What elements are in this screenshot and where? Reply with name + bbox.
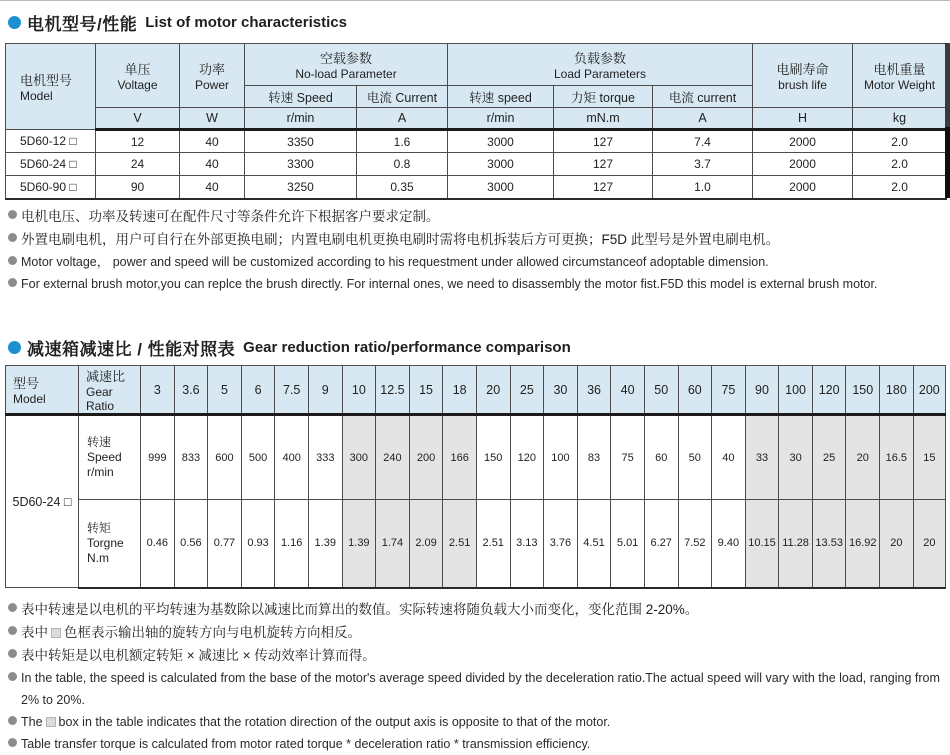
section2-notes <box>8 598 950 755</box>
note-line: 表中转矩是以电机额定转矩 × 减速比 × 传动效率计算而得。 <box>8 644 950 667</box>
brush-life-column-header: 电刷寿命 brush life <box>753 44 853 108</box>
noload-speed-cell: 3250 <box>245 176 357 199</box>
gear-ratio-header: 40 <box>611 366 645 415</box>
gear-ratio-header: 18 <box>443 366 477 415</box>
speed-cell-reversed: 166 <box>443 415 477 500</box>
note-bullet-icon <box>8 626 17 635</box>
gear-ratio-header: 20 <box>476 366 510 415</box>
noload-current-cell: 0.35 <box>357 176 448 199</box>
gear-ratio-header: 15 <box>409 366 443 415</box>
torque-cell: 7.52 <box>678 500 712 588</box>
note-line: 表中转速是以电机的平均转速为基数除以减速比而算出的数值。实际转速将随负载大小而变化，变化范围 2-20%。 <box>8 598 950 621</box>
speed-cell-reversed: 300 <box>342 415 376 500</box>
gear-ratio-column-header: 减速比 Gear Ratio <box>79 366 141 415</box>
load-current-cell: 7.4 <box>653 130 753 153</box>
gear-ratio-header: 100 <box>779 366 813 415</box>
unit-cell: A <box>653 108 753 130</box>
speed-cell: 833 <box>174 415 208 500</box>
speed-cell: 83 <box>577 415 611 500</box>
torque-row <box>6 500 946 588</box>
speed-cell-reversed: 240 <box>376 415 410 500</box>
torque-cell-reversed: 16.92 <box>846 500 880 588</box>
noload-speed-cell: 3350 <box>245 130 357 153</box>
note-line: 外置电刷电机，用户可自行在外部更换电刷；内置电刷电机更换电刷时需将电机拆装后方可更换；F5D 此型号是外置电刷电机。 <box>8 228 877 251</box>
gear-ratio-header: 6 <box>241 366 275 415</box>
load-current-cell: 3.7 <box>653 153 753 176</box>
speed-cell: 75 <box>611 415 645 500</box>
gear-ratio-header: 25 <box>510 366 544 415</box>
model-cell: 5D60-24 □ <box>6 153 96 176</box>
load-speed-cell: 3000 <box>448 153 554 176</box>
note-bullet-icon <box>8 649 17 658</box>
speed-cell: 100 <box>544 415 578 500</box>
note-line: In the table, the speed is calculated from the base of the motor's average speed divided by the deceleration ratio.The actual speed will vary with the load, ranging from 2% to 20%. <box>8 667 950 711</box>
section2-title-zh: 减速箱减速比 / 性能对照表 <box>27 340 236 359</box>
speed-cell: 50 <box>678 415 712 500</box>
page-edge-artifact <box>945 43 950 198</box>
speed-cell-reversed: 15 <box>913 415 945 500</box>
gear-ratio-header: 3.6 <box>174 366 208 415</box>
gear-ratio-header: 75 <box>712 366 746 415</box>
gear-ratio-header: 120 <box>812 366 846 415</box>
note-bullet-icon <box>8 210 17 219</box>
speed-cell-reversed: 25 <box>812 415 846 500</box>
note-bullet-icon <box>8 716 17 725</box>
note-bullet-icon <box>8 738 17 747</box>
load-current-header: 电流 current <box>653 86 753 108</box>
gear-ratio-header: 30 <box>544 366 578 415</box>
motor-characteristics-table <box>5 43 947 200</box>
torque-cell: 4.51 <box>577 500 611 588</box>
unit-cell: H <box>753 108 853 130</box>
speed-cell: 400 <box>275 415 309 500</box>
torque-row-label: 转矩 Torgne N.m <box>79 500 141 588</box>
torque-cell-reversed: 1.74 <box>376 500 410 588</box>
torque-cell: 6.27 <box>644 500 678 588</box>
torque-cell: 5.01 <box>611 500 645 588</box>
table-row <box>6 130 947 153</box>
power-cell: 40 <box>180 130 245 153</box>
speed-cell: 150 <box>476 415 510 500</box>
gear-ratio-header: 150 <box>846 366 880 415</box>
unit-cell: kg <box>853 108 947 130</box>
noload-speed-cell: 3300 <box>245 153 357 176</box>
gear-ratio-header: 200 <box>913 366 945 415</box>
torque-cell: 0.46 <box>141 500 175 588</box>
power-cell: 40 <box>180 153 245 176</box>
gray-box-swatch-icon <box>51 628 61 638</box>
note-line: 电机电压、功率及转速可在配件尺寸等条件允许下根据客户要求定制。 <box>8 205 877 228</box>
model-cell: 5D60-24 □ <box>6 415 79 588</box>
voltage-cell: 24 <box>96 153 180 176</box>
model-cell: 5D60-90 □ <box>6 176 96 199</box>
motor-weight-cell: 2.0 <box>853 176 947 199</box>
section2-title <box>8 335 571 360</box>
section1-title-en: List of motor characteristics <box>145 14 347 31</box>
voltage-cell: 90 <box>96 176 180 199</box>
gear-ratio-header: 7.5 <box>275 366 309 415</box>
gear-ratio-header: 60 <box>678 366 712 415</box>
section1-notes <box>8 205 877 295</box>
note-line: Table transfer torque is calculated from motor rated torque * deceleration ratio * transmission efficiency. <box>8 733 950 755</box>
gear-ratio-header: 10 <box>342 366 376 415</box>
speed-cell-reversed: 20 <box>846 415 880 500</box>
speed-cell-reversed: 33 <box>745 415 779 500</box>
unit-cell: V <box>96 108 180 130</box>
torque-cell-reversed: 20 <box>913 500 945 588</box>
speed-cell-reversed: 200 <box>409 415 443 500</box>
torque-cell-reversed: 10.15 <box>745 500 779 588</box>
power-column-header: 功率 Power <box>180 44 245 108</box>
speed-cell: 333 <box>308 415 342 500</box>
speed-cell: 600 <box>208 415 242 500</box>
bullet-icon <box>8 341 21 354</box>
torque-cell: 0.93 <box>241 500 275 588</box>
speed-cell: 999 <box>141 415 175 500</box>
load-torque-cell: 127 <box>554 130 653 153</box>
note-bullet-icon <box>8 256 17 265</box>
section1-title-zh: 电机型号/性能 <box>27 15 138 34</box>
speed-cell: 120 <box>510 415 544 500</box>
load-group-header: 负载参数 Load Parameters <box>448 44 753 86</box>
gear-ratio-header: 90 <box>745 366 779 415</box>
section1-title <box>8 10 347 35</box>
noload-group-header: 空载参数 No-load Parameter <box>245 44 448 86</box>
model-column-header: 电机型号 Model <box>6 44 96 130</box>
torque-cell: 1.39 <box>308 500 342 588</box>
torque-cell-reversed: 11.28 <box>779 500 813 588</box>
gear-ratio-table <box>5 365 946 589</box>
torque-cell: 3.76 <box>544 500 578 588</box>
model-cell: 5D60-12 □ <box>6 130 96 153</box>
note-bullet-icon <box>8 233 17 242</box>
speed-cell: 40 <box>712 415 746 500</box>
model-column-header: 型号 Model <box>6 366 79 415</box>
speed-cell: 500 <box>241 415 275 500</box>
load-torque-cell: 127 <box>554 176 653 199</box>
brush-life-cell: 2000 <box>753 153 853 176</box>
voltage-cell: 12 <box>96 130 180 153</box>
gear-ratio-header: 50 <box>644 366 678 415</box>
torque-cell-reversed: 2.09 <box>409 500 443 588</box>
speed-cell-reversed: 16.5 <box>880 415 914 500</box>
motor-weight-cell: 2.0 <box>853 153 947 176</box>
load-torque-header: 力矩 torque <box>554 86 653 108</box>
noload-speed-header: 转速 Speed <box>245 86 357 108</box>
motor-weight-column-header: 电机重量 Motor Weight <box>853 44 947 108</box>
note-bullet-icon <box>8 672 17 681</box>
load-speed-cell: 3000 <box>448 130 554 153</box>
motor-weight-cell: 2.0 <box>853 130 947 153</box>
gear-ratio-header: 12.5 <box>376 366 410 415</box>
table-row <box>6 153 947 176</box>
torque-cell: 9.40 <box>712 500 746 588</box>
gray-box-swatch-icon <box>46 717 56 727</box>
note-line: For external brush motor,you can replce the brush directly. For internal ones, we need to disassembly the motor fist.F5D this model is external brush motor. <box>8 273 877 295</box>
voltage-column-header: 单压 Voltage <box>96 44 180 108</box>
gear-ratio-header: 9 <box>308 366 342 415</box>
unit-cell: r/min <box>245 108 357 130</box>
note-line: 表中 色框表示输出轴的旋转方向与电机旋转方向相反。 <box>8 621 950 644</box>
noload-current-cell: 1.6 <box>357 130 448 153</box>
speed-cell: 60 <box>644 415 678 500</box>
torque-cell-reversed: 13.53 <box>812 500 846 588</box>
speed-cell-reversed: 30 <box>779 415 813 500</box>
torque-cell: 2.51 <box>476 500 510 588</box>
speed-row-label: 转速 Speed r/min <box>79 415 141 500</box>
torque-cell-reversed: 2.51 <box>443 500 477 588</box>
noload-current-header: 电流 Current <box>357 86 448 108</box>
gear-ratio-header: 36 <box>577 366 611 415</box>
brush-life-cell: 2000 <box>753 130 853 153</box>
torque-cell-reversed: 1.39 <box>342 500 376 588</box>
brush-life-cell: 2000 <box>753 176 853 199</box>
unit-cell: W <box>180 108 245 130</box>
torque-cell-reversed: 20 <box>880 500 914 588</box>
load-torque-cell: 127 <box>554 153 653 176</box>
torque-cell: 3.13 <box>510 500 544 588</box>
torque-cell: 0.56 <box>174 500 208 588</box>
gear-ratio-header: 180 <box>880 366 914 415</box>
power-cell: 40 <box>180 176 245 199</box>
torque-cell: 1.16 <box>275 500 309 588</box>
note-line: Motor voltage， power and speed will be customized according to his requestment under allowed circumstanceof adoptable dimension. <box>8 251 877 273</box>
unit-cell: mN.m <box>554 108 653 130</box>
note-bullet-icon <box>8 603 17 612</box>
load-current-cell: 1.0 <box>653 176 753 199</box>
load-speed-cell: 3000 <box>448 176 554 199</box>
section2-title-en: Gear reduction ratio/performance comparison <box>243 339 571 356</box>
note-bullet-icon <box>8 278 17 287</box>
bullet-icon <box>8 16 21 29</box>
unit-cell: r/min <box>448 108 554 130</box>
load-speed-header: 转速 speed <box>448 86 554 108</box>
torque-cell: 0.77 <box>208 500 242 588</box>
speed-row <box>6 415 946 500</box>
gear-ratio-header: 3 <box>141 366 175 415</box>
note-line: The box in the table indicates that the rotation direction of the output axis is opposite to that of the motor. <box>8 711 950 733</box>
unit-cell: A <box>357 108 448 130</box>
table-row <box>6 176 947 199</box>
noload-current-cell: 0.8 <box>357 153 448 176</box>
gear-ratio-header: 5 <box>208 366 242 415</box>
